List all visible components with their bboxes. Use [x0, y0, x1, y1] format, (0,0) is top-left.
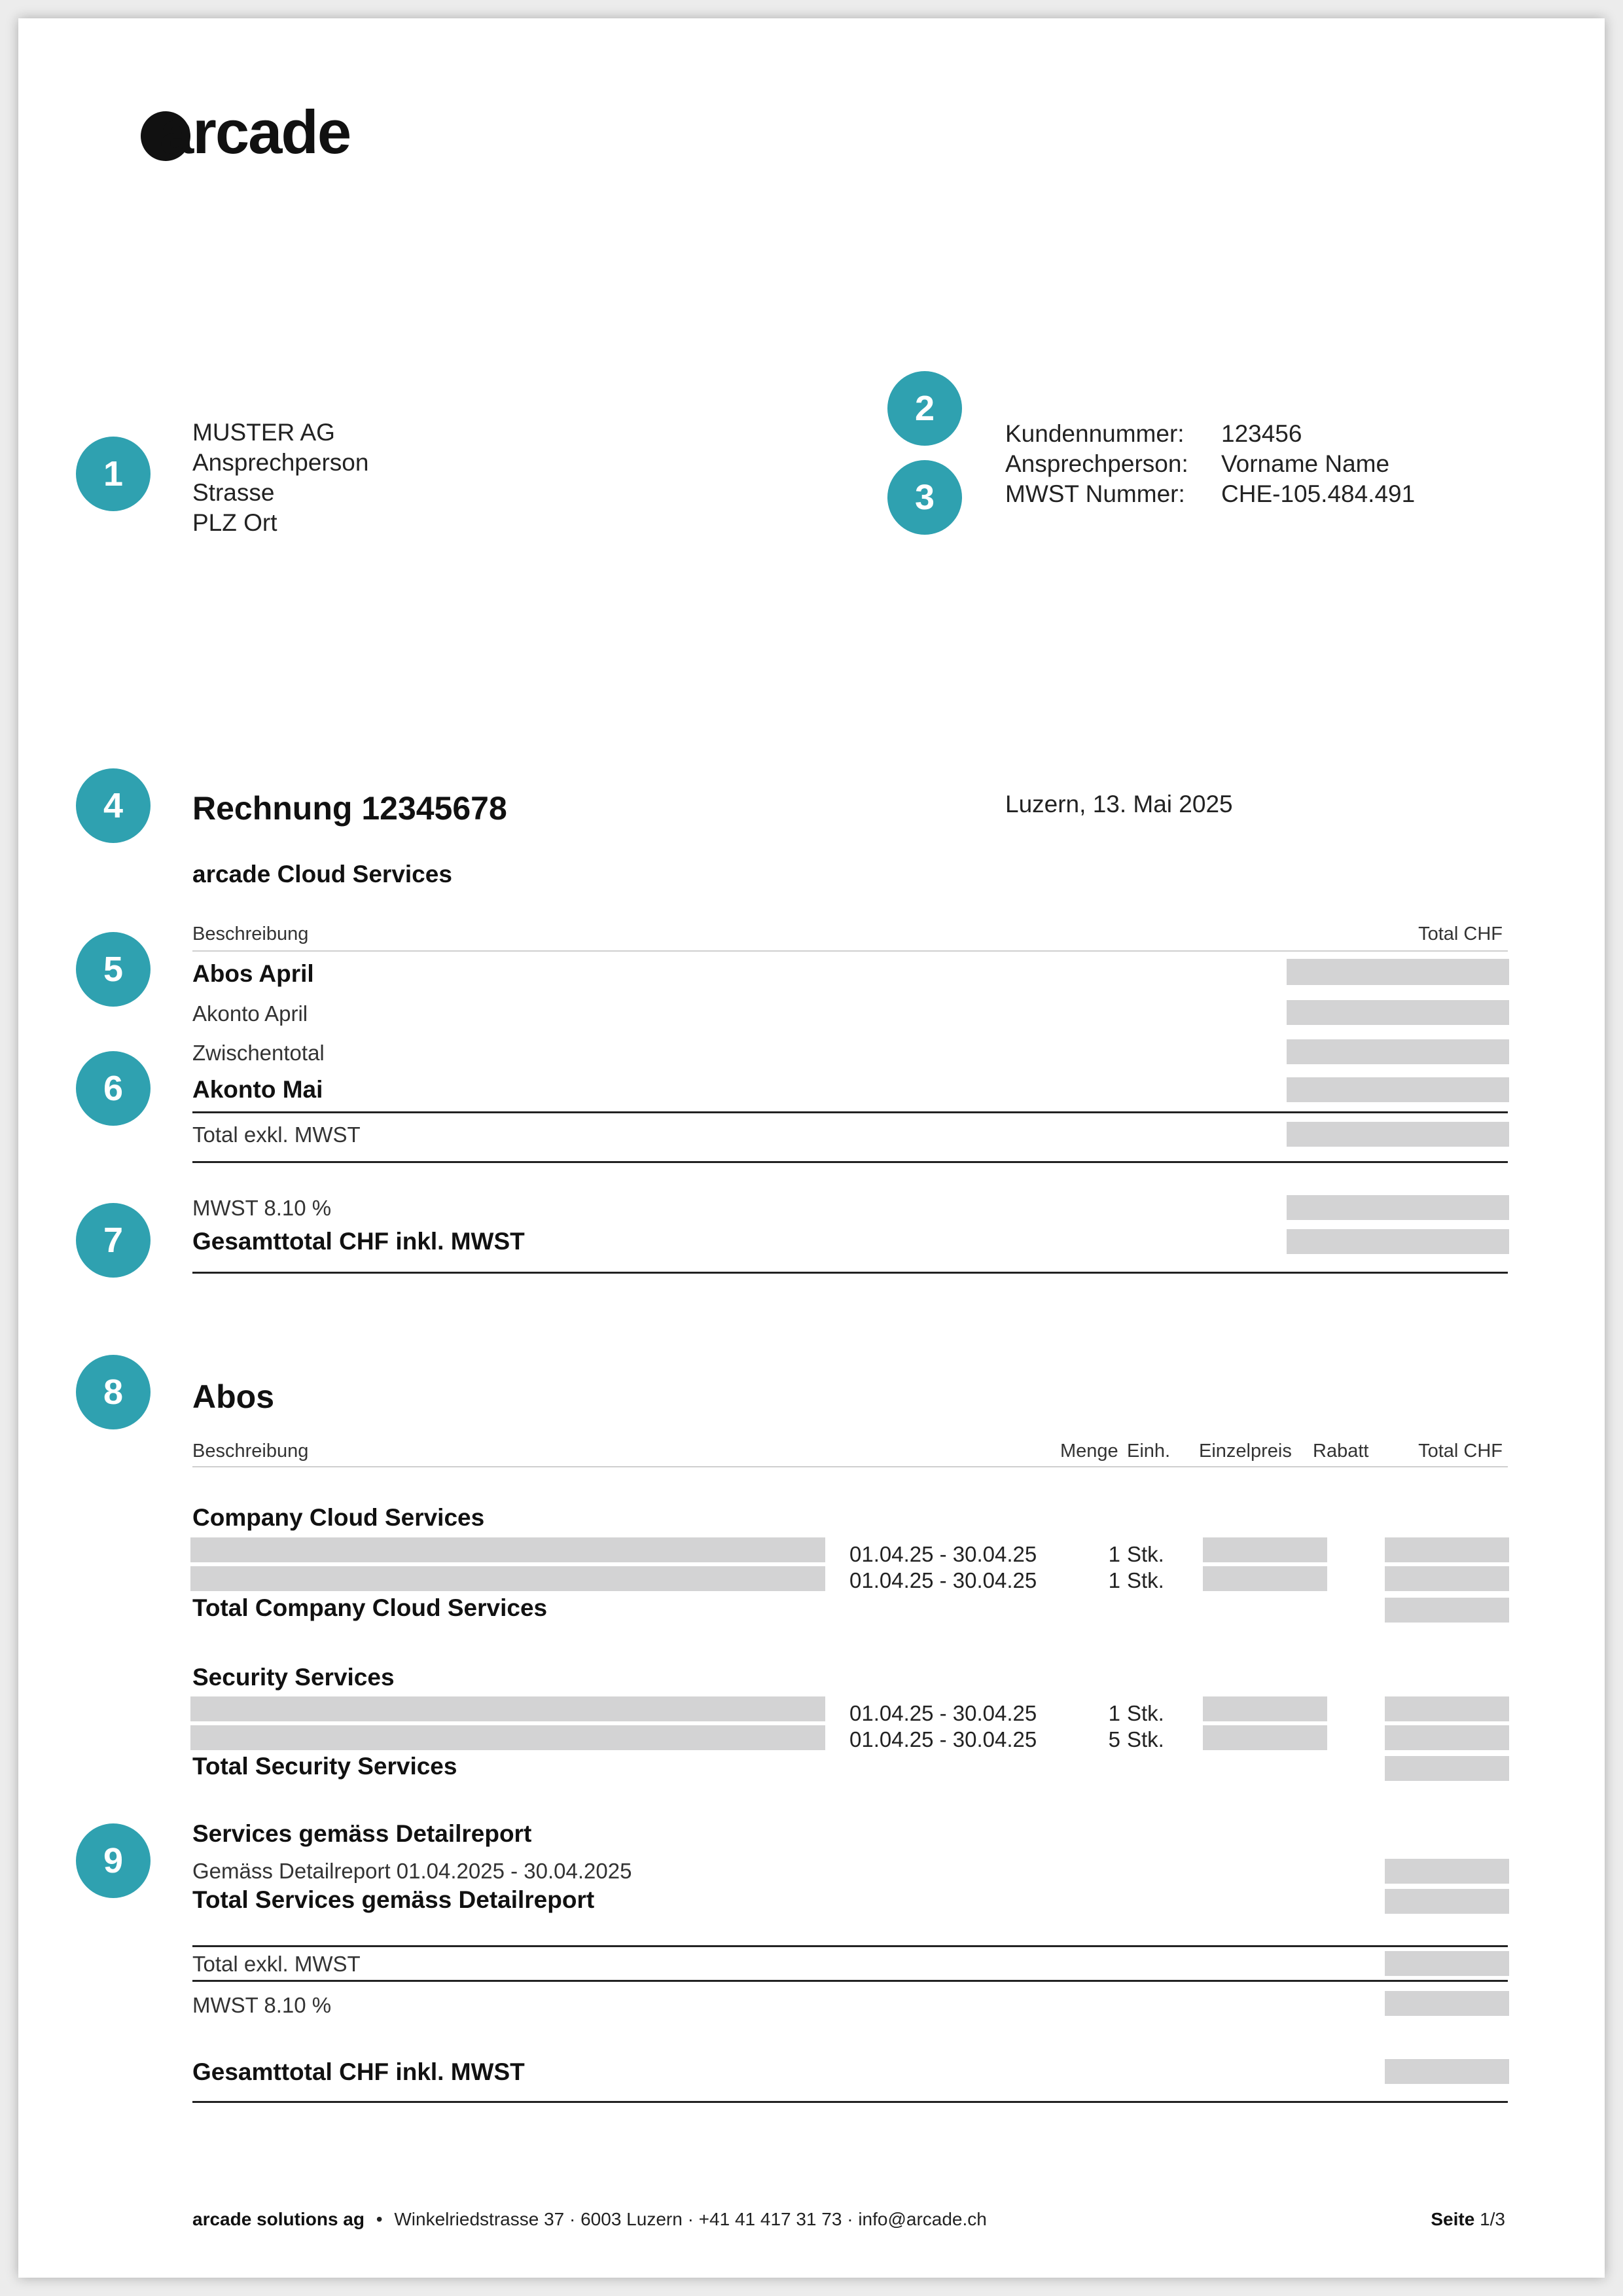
line-qty: 1 [1108, 1542, 1120, 1566]
customer-number-label: Kundennummer: [1005, 420, 1185, 447]
abos-grand-total: Gesamttotal CHF inkl. MWST [192, 2058, 525, 2085]
vat-label: MWST Nummer: [1005, 480, 1185, 507]
summary-divider [192, 1111, 1508, 1113]
group-title-security: Security Services [192, 1664, 395, 1691]
page-number [1400, 2208, 1505, 2231]
badge-3: 3 [887, 460, 962, 535]
line-qty: 1 [1108, 1701, 1120, 1725]
summary-col-total: Total CHF [1418, 924, 1503, 944]
redacted-description [190, 1537, 825, 1562]
redacted-description [190, 1696, 825, 1721]
summary-row-zwischentotal: Zwischentotal [192, 1041, 325, 1065]
contact-value: Vorname Name [1221, 450, 1390, 477]
footer-separator: • [376, 2209, 383, 2229]
redacted-amount [1385, 1598, 1509, 1623]
badge-1: 1 [76, 437, 151, 511]
contact-label: Ansprechperson: [1005, 450, 1188, 477]
vat-value: CHE-105.484.491 [1221, 480, 1416, 507]
abos-vat: MWST 8.10 % [192, 1993, 332, 2017]
summary-row-akonto-april: Akonto April [192, 1001, 308, 1026]
customer-street: Strasse [192, 479, 275, 506]
redacted-unit-price [1203, 1566, 1327, 1591]
summary-row-total-excl: Total exkl. MWST [192, 1122, 361, 1147]
redacted-amount [1287, 1077, 1509, 1102]
invoice-title: Rechnung 12345678 [192, 790, 507, 827]
summary-divider [192, 1161, 1508, 1163]
group-title-company-cloud: Company Cloud Services [192, 1504, 485, 1531]
redacted-description [190, 1566, 825, 1591]
summary-row-vat: MWST 8.10 % [192, 1196, 332, 1220]
line-period: 01.04.25 - 30.04.25 [849, 1701, 1037, 1725]
redacted-amount [1287, 1195, 1509, 1220]
abos-header-divider [192, 1466, 1508, 1467]
summary-row-grand-total: Gesamttotal CHF inkl. MWST [192, 1228, 525, 1255]
group-total-company-cloud: Total Company Cloud Services [192, 1594, 548, 1621]
line-period: 01.04.25 - 30.04.25 [849, 1568, 1037, 1592]
badge-4: 4 [76, 768, 151, 843]
line-period: 01.04.25 - 30.04.25 [849, 1727, 1037, 1751]
badge-5: 5 [76, 932, 151, 1007]
redacted-amount [1287, 1122, 1509, 1147]
summary-col-description: Beschreibung [192, 924, 309, 944]
customer-city: PLZ Ort [192, 509, 277, 536]
line-period: 01.04.25 - 30.04.25 [849, 1542, 1037, 1566]
page-label: Seite [1431, 2209, 1475, 2229]
abos-divider [192, 1980, 1508, 1982]
redacted-amount [1287, 1039, 1509, 1064]
summary-row-akonto-mai: Akonto Mai [192, 1076, 323, 1103]
redacted-amount [1287, 1229, 1509, 1254]
invoice-date: Luzern, 13. Mai 2025 [1005, 791, 1233, 817]
abos-col-description: Beschreibung [192, 1441, 309, 1462]
redacted-unit-price [1203, 1537, 1327, 1562]
badge-2: 2 [887, 371, 962, 446]
abos-col-discount: Rabatt [1313, 1441, 1369, 1462]
redacted-amount [1287, 1000, 1509, 1025]
footer-address: Winkelriedstrasse 37 · 6003 Luzern · +41 41 417 31 73 · info@arcade.ch [394, 2209, 987, 2229]
line-unit: Stk. [1127, 1542, 1164, 1566]
redacted-amount [1385, 1951, 1509, 1976]
redacted-unit-price [1203, 1725, 1327, 1750]
abos-divider [192, 2101, 1508, 2103]
group-total-detailreport: Total Services gemäss Detailreport [192, 1886, 595, 1913]
customer-contact: Ansprechperson [192, 449, 369, 476]
summary-divider [192, 1272, 1508, 1274]
redacted-amount [1385, 1696, 1509, 1721]
badge-9: 9 [76, 1823, 151, 1898]
customer-number: 123456 [1221, 420, 1302, 447]
redacted-amount [1385, 2059, 1509, 2084]
redacted-amount [1385, 1889, 1509, 1914]
customer-company: MUSTER AG [192, 419, 335, 446]
line-unit: Stk. [1127, 1568, 1164, 1592]
abos-col-total: Total CHF [1418, 1441, 1503, 1462]
summary-row-abos-april: Abos April [192, 960, 314, 987]
abos-col-unit: Einh. [1127, 1441, 1171, 1462]
line-unit: Stk. [1127, 1701, 1164, 1725]
abos-col-unit-price: Einzelpreis [1199, 1441, 1292, 1462]
abos-divider [192, 1945, 1508, 1947]
redacted-amount [1287, 959, 1509, 985]
line-qty: 1 [1108, 1568, 1120, 1592]
redacted-amount [1385, 1756, 1509, 1781]
line-qty: 5 [1108, 1727, 1120, 1751]
summary-header-divider [192, 950, 1508, 952]
badge-7: 7 [76, 1203, 151, 1278]
abos-total-excl: Total exkl. MWST [192, 1952, 361, 1976]
detailreport-line: Gemäss Detailreport 01.04.2025 - 30.04.2025 [192, 1859, 632, 1883]
group-total-security: Total Security Services [192, 1753, 457, 1780]
customer-address [192, 418, 368, 538]
redacted-amount [1385, 1566, 1509, 1591]
invoice-subtitle: arcade Cloud Services [192, 861, 452, 888]
badge-6: 6 [76, 1051, 151, 1126]
abos-col-qty: Menge [1060, 1441, 1118, 1462]
group-title-detailreport: Services gemäss Detailreport [192, 1820, 532, 1847]
company-logo: arcade [160, 98, 351, 166]
line-unit: Stk. [1127, 1727, 1164, 1751]
redacted-amount [1385, 1991, 1509, 2016]
redacted-unit-price [1203, 1696, 1327, 1721]
redacted-amount [1385, 1725, 1509, 1750]
abos-title: Abos [192, 1378, 274, 1415]
page-footer [192, 2208, 987, 2231]
invoice-meta [1005, 419, 1415, 509]
page-value: 1/3 [1480, 2209, 1505, 2229]
redacted-description [190, 1725, 825, 1750]
badge-8: 8 [76, 1355, 151, 1429]
footer-company: arcade solutions ag [192, 2209, 365, 2229]
redacted-amount [1385, 1859, 1509, 1884]
redacted-amount [1385, 1537, 1509, 1562]
